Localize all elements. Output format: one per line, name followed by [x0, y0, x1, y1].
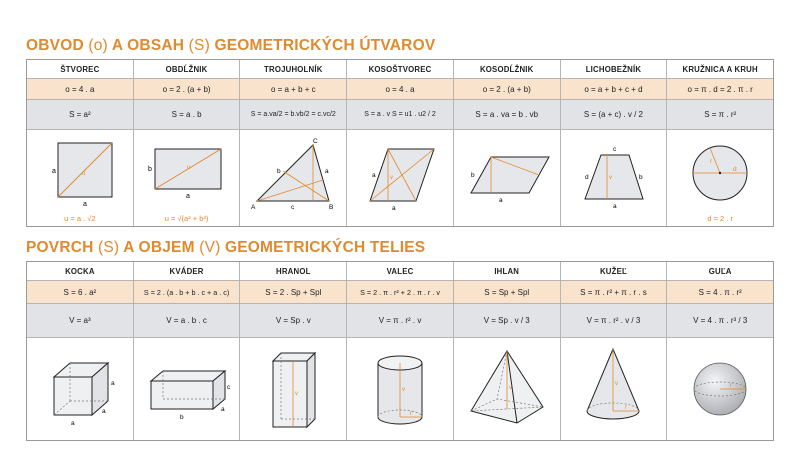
- parallelogram-figure: [454, 130, 561, 226]
- parallelogram-diagram: [457, 135, 557, 221]
- label-c: c: [291, 204, 295, 211]
- solids-table: [26, 261, 774, 441]
- square-diagram: [30, 135, 130, 221]
- perimeter-formula: o = 2 . (a + b): [134, 79, 241, 99]
- label-v: v: [402, 387, 406, 393]
- area-formula: S = a . v S = u1 . u2 / 2: [347, 100, 454, 129]
- label-v: v: [615, 381, 619, 387]
- label-d: d: [733, 166, 737, 173]
- title-word: A OBSAH: [111, 37, 185, 54]
- volume-formula: V = a . b . c: [134, 304, 241, 337]
- label-a: a: [613, 203, 618, 210]
- cuboid-diagram: [137, 341, 237, 437]
- shape-header: KRUŽNICA A KRUH: [682, 64, 758, 74]
- surface-formula: S = 2 . (a . b + b . c + a . c): [134, 281, 241, 303]
- rhombus-figure: [347, 130, 454, 226]
- section1-title: [26, 37, 435, 55]
- vertex-C: C: [313, 138, 318, 145]
- sphere-figure: [667, 338, 773, 440]
- vertex-B: B: [329, 204, 334, 211]
- title-word: A OBJEM: [123, 239, 195, 256]
- label-d: d: [585, 174, 590, 181]
- label-b: b: [277, 168, 281, 175]
- area-formula: S = π . r²: [704, 110, 737, 119]
- rectangle-note: u = √(a² + b²): [164, 214, 209, 223]
- label-a: a: [372, 172, 376, 179]
- area-formula: S = a . va = b . vb: [454, 100, 561, 129]
- plane-shapes-table: [26, 59, 774, 227]
- vertex-A: A: [251, 204, 256, 211]
- solid-header: IHLAN: [454, 262, 561, 280]
- shape-header: KOSOŠTVOREC: [347, 60, 454, 78]
- square-note: u = a . √2: [64, 214, 96, 223]
- volume-formula: V = π . r² . v: [347, 304, 454, 337]
- sphere-diagram: [670, 341, 770, 437]
- area-formula: S = a.va/2 = b.vb/2 = c.vc/2: [240, 100, 347, 129]
- label-a: a: [51, 168, 56, 175]
- title-symbol: (S): [188, 37, 210, 54]
- pyramid-figure: [454, 338, 561, 440]
- solid-header: VALEC: [347, 262, 454, 280]
- circle-figure: [667, 130, 773, 226]
- surface-formula: S = 2 . Sp + Spl: [240, 281, 347, 303]
- label-a: a: [70, 420, 75, 427]
- solid-header: HRANOL: [240, 262, 347, 280]
- volume-formula: V = a³: [27, 304, 134, 337]
- solid-header: KUŽEĽ: [561, 262, 668, 280]
- surface-formula: S = π . r² + π . r . s: [561, 281, 668, 303]
- rectangle-diagram: [137, 135, 237, 221]
- label-a: a: [498, 197, 503, 204]
- title-word: OBVOD: [26, 37, 84, 54]
- prism-diagram: [243, 341, 343, 437]
- pyramid-diagram: [457, 341, 557, 437]
- label-a: a: [325, 168, 329, 175]
- title-symbol: (V): [199, 239, 221, 256]
- label-a: a: [82, 201, 87, 208]
- cone-diagram: [563, 341, 663, 437]
- perimeter-formula: o = 4 . a: [347, 79, 454, 99]
- label-b: b: [179, 414, 184, 421]
- label-v: v: [390, 175, 394, 181]
- label-u: u: [186, 165, 190, 171]
- label-a: a: [101, 408, 106, 415]
- area-formula: S = a²: [27, 100, 134, 129]
- cube-diagram: [30, 341, 130, 437]
- solid-header: KVÁDER: [134, 262, 241, 280]
- cylinder-figure: [347, 338, 454, 440]
- label-r: r: [710, 158, 713, 165]
- section2-title: [26, 239, 425, 257]
- perimeter-formula: o = a + b + c: [240, 79, 347, 99]
- header-row: [27, 60, 773, 79]
- shape-header: KOSODĹŽNIK: [454, 60, 561, 78]
- label-a: a: [185, 193, 190, 200]
- cylinder-diagram: [350, 341, 450, 437]
- volume-formula: V = Sp . v: [240, 304, 347, 337]
- label-a: a: [392, 205, 396, 212]
- label-a: a: [110, 380, 115, 387]
- shape-header: TROJUHOLNÍK: [240, 60, 347, 78]
- title-symbol: (o): [88, 37, 108, 54]
- label-c: c: [613, 146, 617, 153]
- label-v: v: [609, 175, 613, 181]
- perimeter-formula: o = π . d = 2 . π . r: [687, 84, 753, 94]
- title-word: GEOMETRICKÝCH TELIES: [224, 239, 426, 256]
- area-formula: S = a . b: [134, 100, 241, 129]
- perimeter-formula: o = 2 . (a + b): [454, 79, 561, 99]
- figure-row: [27, 338, 773, 440]
- cone-figure: [561, 338, 668, 440]
- rectangle-figure: [134, 130, 241, 226]
- title-word: GEOMETRICKÝCH ÚTVAROV: [214, 37, 436, 54]
- perimeter-formula: o = a + b + c + d: [561, 79, 668, 99]
- triangle-figure: [240, 130, 347, 226]
- surface-row: [27, 281, 773, 304]
- solid-header: GUĽA: [708, 266, 732, 276]
- surface-formula: S = 4 . π . r²: [698, 287, 742, 297]
- figure-row: [27, 130, 773, 226]
- label-r: r: [730, 383, 733, 389]
- area-formula: S = (a + c) . v / 2: [561, 100, 668, 129]
- rhombus-diagram: [350, 135, 450, 221]
- cuboid-figure: [134, 338, 241, 440]
- cube-figure: [27, 338, 134, 440]
- label-v: v: [508, 385, 512, 391]
- volume-row: [27, 304, 773, 338]
- perimeter-formula: o = 4 . a: [27, 79, 134, 99]
- surface-formula: S = 6 . a²: [27, 281, 134, 303]
- solid-header: KOCKA: [27, 262, 134, 280]
- volume-formula: V = Sp . v / 3: [454, 304, 561, 337]
- label-r: r: [410, 411, 413, 417]
- shape-header: LICHOBEŽNÍK: [561, 60, 668, 78]
- label-c: c: [226, 384, 230, 391]
- title-word: POVRCH: [26, 239, 94, 256]
- square-figure: [27, 130, 134, 226]
- label-b: b: [639, 174, 644, 181]
- label-b: b: [147, 166, 152, 173]
- volume-formula: V = π . r² . v / 3: [561, 304, 668, 337]
- circle-diagram: [670, 135, 770, 221]
- circle-note: d = 2 . r: [707, 214, 733, 223]
- title-symbol: (S): [98, 239, 120, 256]
- header-row: [27, 262, 773, 281]
- label-r: r: [625, 405, 628, 411]
- trapezoid-diagram: [563, 135, 663, 221]
- surface-formula: S = 2 . π . r² + 2 . π . r . v: [347, 281, 454, 303]
- prism-figure: [240, 338, 347, 440]
- surface-formula: S = Sp + Spl: [454, 281, 561, 303]
- shape-header: OBDĹŽNIK: [134, 60, 241, 78]
- label-u: u: [81, 171, 86, 177]
- perimeter-row: [27, 79, 773, 100]
- label-b: b: [470, 172, 475, 179]
- volume-formula: V = 4 . π . r³ / 3: [693, 316, 748, 325]
- area-row: [27, 100, 773, 130]
- triangle-diagram: [243, 135, 343, 221]
- trapezoid-figure: [561, 130, 668, 226]
- label-a: a: [220, 406, 225, 413]
- shape-header: ŠTVOREC: [27, 60, 134, 78]
- label-v: v: [295, 391, 299, 397]
